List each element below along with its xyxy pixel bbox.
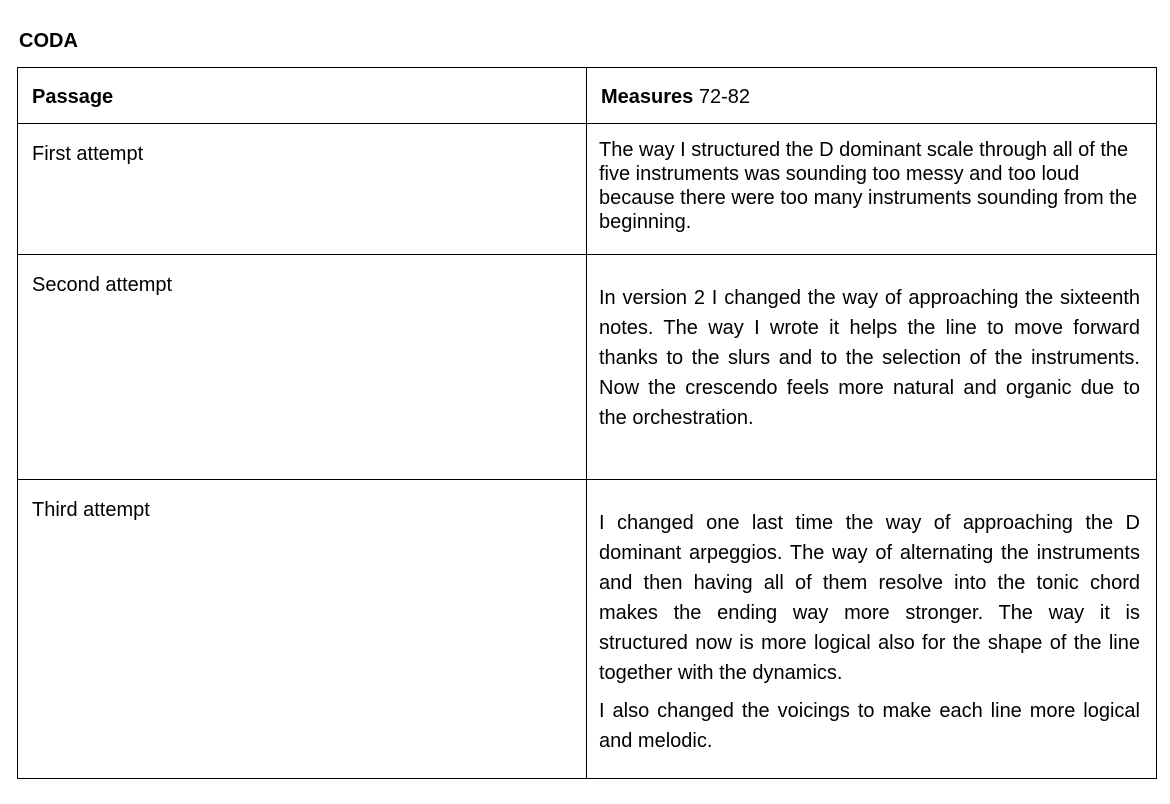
coda-table [17,67,1157,779]
table-row [18,124,1157,255]
notes-cell [587,255,1157,480]
passage-cell [18,124,587,255]
passage-label: First attempt [32,143,144,165]
table-row [18,255,1157,480]
passage-label: Third attempt [32,499,150,521]
header-passage-label: Passage [32,86,114,108]
header-measures-value: 72-82 [698,86,750,108]
header-passage-cell [18,68,587,124]
passage-cell [18,255,587,480]
section-title: CODA [19,30,78,52]
notes-paragraph: In version 2 I changed the way of approaching the sixteenth notes. The way I wrote it helps the line to move forward thanks to the slurs and to the selection of the instruments. Now the crescendo feels more natural and organic due to the orchestration. [599,287,1140,429]
notes-paragraph: I also changed the voicings to make each line more logical and melodic. [599,700,1140,752]
header-measures-cell [587,68,1157,124]
notes-cell [587,124,1157,255]
passage-cell [18,480,587,779]
notes-cell [587,480,1157,779]
passage-label: Second attempt [32,274,173,296]
header-measures-label: Measures [601,86,694,108]
table-header-row [18,68,1157,124]
notes-paragraph: I changed one last time the way of approaching the D dominant arpeggios. The way of alternating the instruments and then having all of them resolve into the tonic chord makes the ending way more stronger. The way it is structured now is more logical also for the shape of the line together with the dynamics. [599,512,1140,684]
table-row [18,480,1157,779]
notes-paragraph: The way I structured the D dominant scale through all of the five instruments was sounding too messy and too loud because there were too many instruments sounding from the beginning. [599,139,1138,233]
